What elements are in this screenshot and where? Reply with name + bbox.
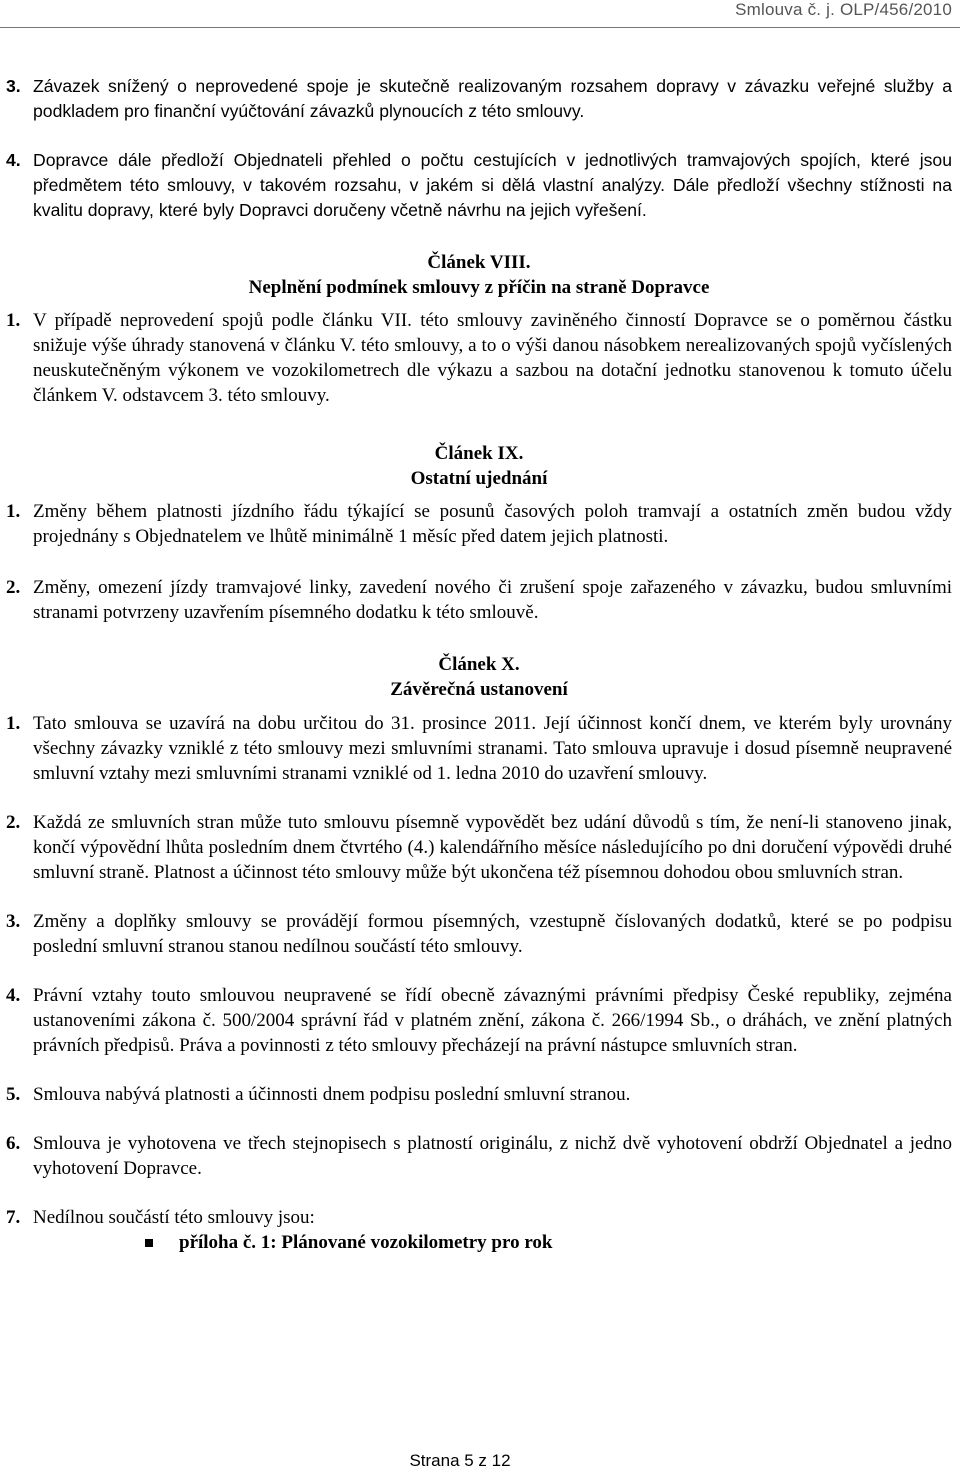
article-title: Článek VIII. bbox=[427, 252, 531, 273]
paragraph-text: Právní vztahy touto smlouvou neupravené se řídí obecně závaznými právními předpisy České republiky, zejména ustanoveními zákona č. 500/2004 správní řád v platném znění, zákona č. 266/1994 Sb., o dráhách, ve znění platných právních předpisů. Práva a povinnosti z této smlouvy přecházejí na právní nástupce smluvních stran. bbox=[33, 985, 952, 1056]
paragraph-text: Závazek snížený o neprovedené spoje je skutečně realizovaným rozsahem dopravy v závazku veřejné služby a podkladem pro finanční vyúčtování závazků plynoucích z této smlouvy. bbox=[33, 76, 952, 121]
article-10-paragraph-5 bbox=[6, 1082, 952, 1107]
article-subtitle: Závěrečná ustanovení bbox=[390, 679, 568, 700]
paragraph-text: Smlouva je vyhotovena ve třech stejnopisech s platností originálu, z nichž dvě vyhotovení obdrží Objednatel a jedno vyhotovení Dopravce. bbox=[33, 1133, 952, 1179]
article-10-paragraph-2 bbox=[6, 810, 952, 885]
article-10-paragraph-1 bbox=[6, 711, 952, 786]
article-10-paragraph-7 bbox=[6, 1205, 952, 1230]
article-8-paragraph-1 bbox=[6, 308, 952, 408]
paragraph-number: 1. bbox=[6, 501, 21, 522]
article-title: Článek IX. bbox=[434, 443, 524, 464]
article-10-heading bbox=[6, 652, 952, 702]
paragraph-text: Smlouva nabývá platnosti a účinnosti dnem podpisu poslední smluvní stranou. bbox=[33, 1084, 631, 1105]
article-8-heading bbox=[6, 250, 952, 300]
paragraph-number: 7. bbox=[6, 1207, 21, 1228]
article-10-paragraph-3 bbox=[6, 909, 952, 959]
document-header: Smlouva č. j. OLP/456/2010 bbox=[735, 0, 952, 19]
paragraph-number: 3. bbox=[6, 76, 21, 96]
paragraph-number: 1. bbox=[6, 310, 21, 331]
paragraph-number: 4. bbox=[6, 150, 21, 170]
article-subtitle: Ostatní ujednání bbox=[410, 468, 548, 489]
article-9-paragraph-2 bbox=[6, 575, 952, 625]
paragraph-number: 4. bbox=[6, 985, 21, 1006]
paragraph-number: 6. bbox=[6, 1133, 21, 1154]
page-number: Strana 5 z 12 bbox=[409, 1451, 511, 1470]
square-bullet-icon bbox=[145, 1239, 153, 1247]
paragraph-text: Tato smlouva se uzavírá na dobu určitou do 31. prosince 2011. Její účinnost končí dnem, ve kterém byly urovnány všechny závazky vzniklé z této smlouvy mezi smluvními stranami. Tato smlouva upravuje i dosud písemně neupravené smluvní vztahy mezi smluvními stranami vzniklé od 1. ledna 2010 do uzavření smlouvy. bbox=[33, 713, 952, 784]
paragraph-4 bbox=[6, 148, 952, 223]
article-9-paragraph-1 bbox=[6, 499, 952, 549]
article-10-paragraph-6 bbox=[6, 1131, 952, 1181]
article-title: Článek X. bbox=[438, 654, 520, 675]
paragraph-text: V případě neprovedení spojů podle článku VII. této smlouvy zaviněného činností Dopravce se o poměrnou částku snižuje výše úhrady stanovená v článku V. této smlouvy, a to o výši danou násobkem nerealizovaných spojů vyčíslených neuskutečněným výkonem ve vozokilometrech dle výkazu a sazbou na dotační jednotku stanovenou k tomuto účelu článkem V. odstavcem 3. této smlouvy. bbox=[33, 310, 952, 406]
article-9-heading bbox=[6, 441, 952, 491]
attachment-text: příloha č. 1: Plánované vozokilometry pro rok bbox=[179, 1232, 553, 1253]
paragraph-text: Každá ze smluvních stran může tuto smlouvu písemně vypovědět bez udání důvodů s tím, že není-li stanoveno jinak, končí výpovědní lhůta posledním dnem čtvrtého (4.) kalendářního měsíce následujícího po dni doručení výpovědi druhé smluvní straně. Platnost a účinnost této smlouvy může být ukončena též písemnou dohodou obou smluvních stran. bbox=[33, 812, 952, 883]
paragraph-number: 5. bbox=[6, 1084, 21, 1105]
article-subtitle: Neplnění podmínek smlouvy z příčin na straně Dopravce bbox=[248, 277, 710, 298]
paragraph-number: 2. bbox=[6, 577, 21, 598]
paragraph-text: Dopravce dále předloží Objednateli přehled o počtu cestujících v jednotlivých tramvajových spojích, které jsou předmětem této smlouvy, v takovém rozsahu, v jakém si dělá vlastní analýzy. Dále předloží všechny stížnosti na kvalitu dopravy, které byly Dopravci doručeny včetně návrhu na jejich vyřešení. bbox=[33, 150, 952, 220]
paragraph-text: Změny, omezení jízdy tramvajové linky, zavedení nového či zrušení spoje zařazeného v závazku, budou smluvními stranami potvrzeny uzavřením písemného dodatku k této smlouvě. bbox=[33, 577, 952, 623]
paragraph-3 bbox=[6, 74, 952, 124]
paragraph-text: Změny a doplňky smlouvy se provádějí formou písemných, vzestupně číslovaných dodatků, které se po podpisu poslední smluvní stranou stanou nedílnou součástí této smlouvy. bbox=[33, 911, 952, 957]
paragraph-number: 1. bbox=[6, 713, 21, 734]
paragraph-number: 3. bbox=[6, 911, 21, 932]
paragraph-text: Nedílnou součástí této smlouvy jsou: bbox=[33, 1207, 315, 1228]
paragraph-text: Změny během platnosti jízdního řádu týkající se posunů časových poloh tramvají a ostatních změn budou vždy projednány s Objednatelem ve lhůtě minimálně 1 měsíc před datem jejich platnosti. bbox=[33, 501, 952, 547]
attachment-list-item bbox=[145, 1230, 952, 1255]
article-10-paragraph-4 bbox=[6, 983, 952, 1058]
document-body bbox=[6, 74, 952, 1255]
header-divider bbox=[0, 27, 960, 28]
paragraph-number: 2. bbox=[6, 812, 21, 833]
